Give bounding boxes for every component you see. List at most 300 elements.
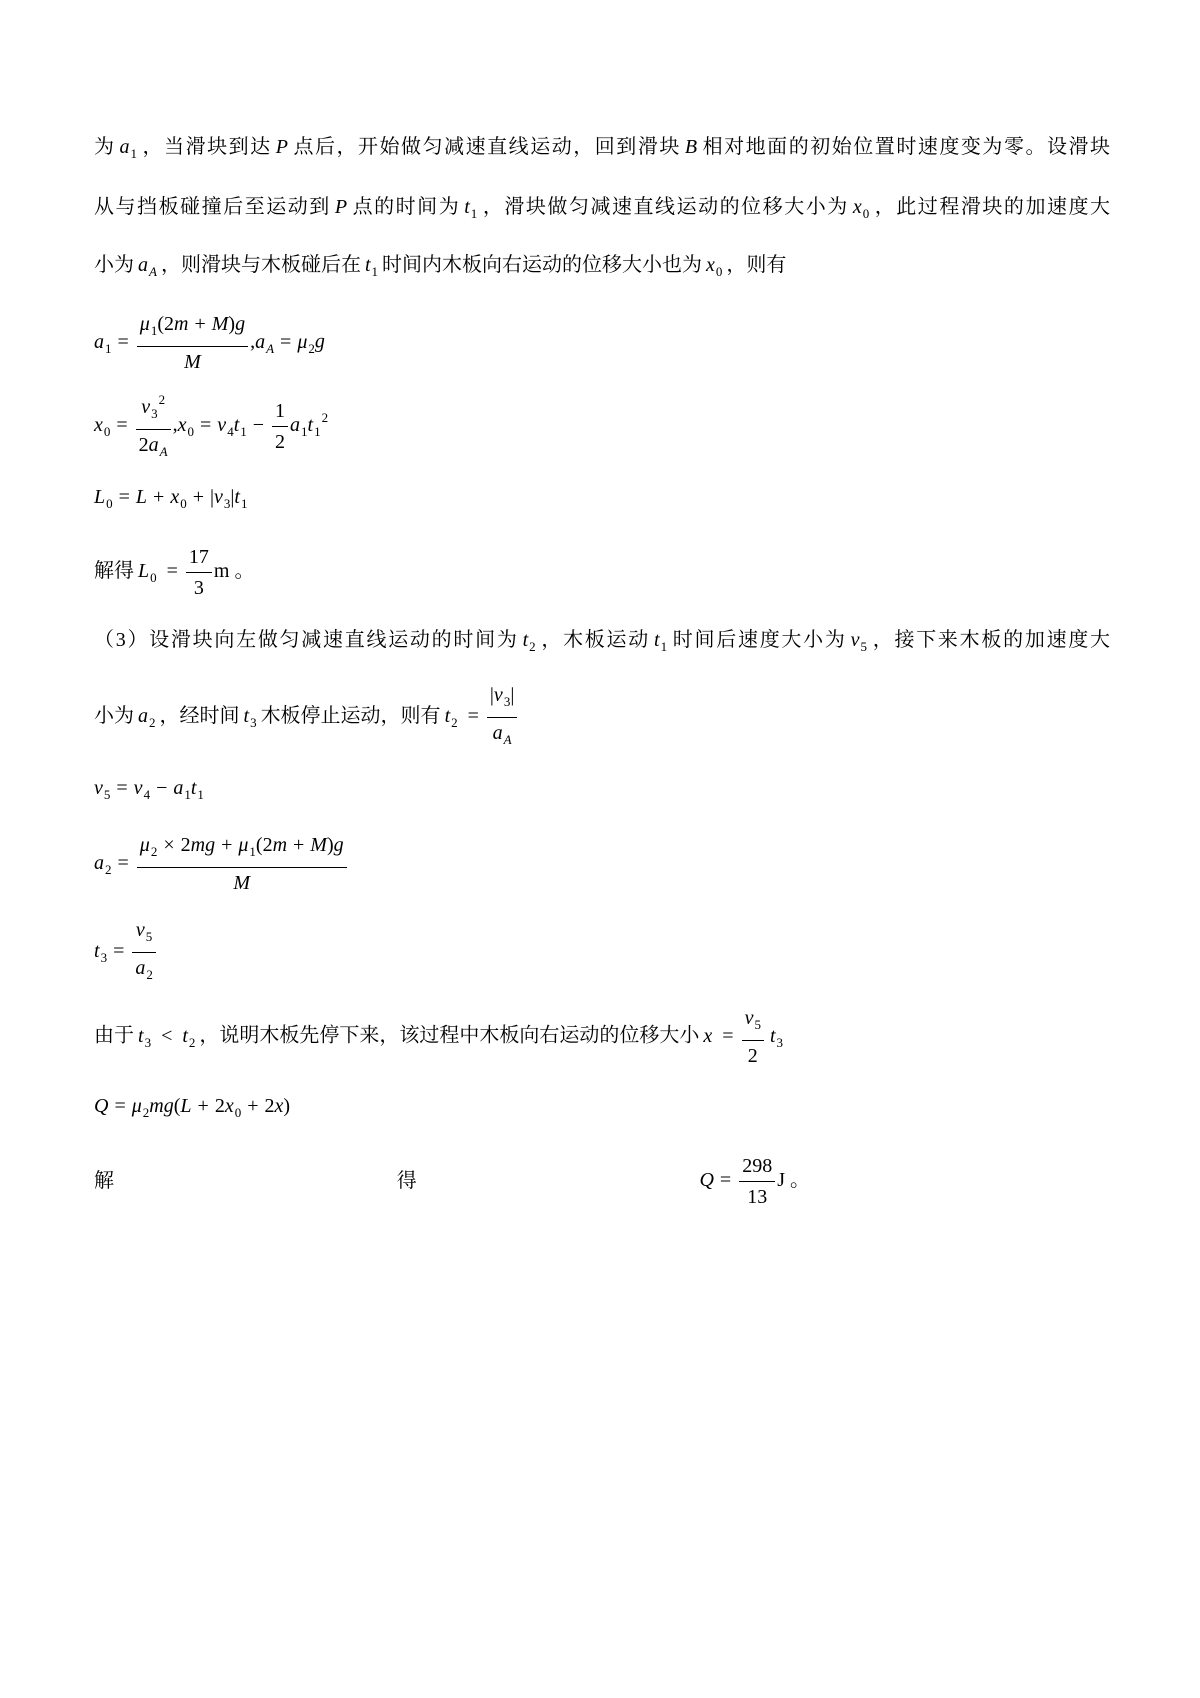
- text-run: 由于: [94, 1024, 134, 1047]
- variable-symbol: t: [190, 776, 197, 799]
- math-variable: [205, 834, 215, 856]
- variable-symbol: a: [148, 434, 159, 456]
- variable-symbol: μ: [131, 1094, 142, 1117]
- math-variable: [139, 834, 158, 859]
- line-segment: [94, 1168, 114, 1194]
- paragraph-line: [94, 236, 786, 300]
- subscript: 5: [145, 928, 153, 944]
- variable-symbol: t: [522, 628, 529, 651]
- math-variable: [493, 683, 511, 709]
- subscript: 2: [142, 1104, 150, 1120]
- text-run: (: [157, 313, 164, 335]
- math-operator: −: [156, 776, 168, 799]
- subscript: 1: [240, 423, 247, 439]
- text-run: 为: [94, 135, 116, 158]
- variable-symbol: M: [233, 872, 251, 894]
- text-run: 3: [193, 576, 204, 599]
- math-variable: [492, 721, 512, 747]
- math-variable: [131, 1094, 150, 1120]
- result-heat: [94, 1149, 810, 1213]
- fraction: [132, 917, 156, 988]
- math-variable: [654, 628, 668, 654]
- line-content: [94, 252, 786, 285]
- line-content: [94, 917, 158, 988]
- math-variable: [138, 704, 156, 730]
- fraction: [136, 387, 171, 465]
- text-run: ): [326, 834, 334, 856]
- math-variable: [335, 196, 347, 218]
- math-variable: [290, 413, 308, 439]
- subscript: 1: [301, 423, 308, 439]
- variable-symbol: t: [243, 704, 250, 727]
- math-operator: =: [113, 939, 125, 962]
- variable-symbol: L: [94, 485, 106, 508]
- fraction-denominator: [742, 1041, 764, 1069]
- variable-symbol: a: [290, 413, 301, 436]
- variable-symbol: a: [94, 330, 104, 353]
- math-variable: [233, 413, 247, 439]
- line-content: [94, 311, 325, 375]
- line-segment: [699, 1153, 810, 1210]
- variable-symbol: t: [94, 939, 100, 962]
- variable-symbol: t: [234, 485, 240, 508]
- fraction: [272, 398, 288, 455]
- variable-symbol: M: [310, 834, 327, 856]
- variable-symbol: x: [177, 413, 187, 436]
- variable-symbol: v: [850, 628, 860, 651]
- subscript: 3: [100, 949, 108, 965]
- fraction: [137, 832, 347, 896]
- variable-symbol: B: [684, 135, 698, 158]
- equation-displacement: [94, 394, 328, 458]
- math-variable: [212, 313, 229, 335]
- superscript: 2: [158, 392, 166, 407]
- text-run: ，接下来木板的加速度大: [871, 628, 1111, 651]
- fraction-numerator: [132, 917, 156, 952]
- math-operator: =: [117, 330, 129, 353]
- variable-symbol: v: [493, 683, 503, 706]
- text-run: ，则滑块与木板碰后在: [160, 253, 361, 276]
- fraction-numerator: [136, 387, 171, 429]
- math-variable: [238, 834, 256, 859]
- text-run: 2: [747, 1045, 758, 1067]
- line-content: [94, 484, 247, 517]
- math-variable: [135, 918, 153, 944]
- paragraph-line: [94, 118, 1110, 182]
- text-run: 13: [747, 1185, 768, 1208]
- math-variable: [307, 409, 329, 439]
- variable-symbol: μ: [238, 834, 249, 856]
- fraction-denominator: [132, 953, 156, 988]
- math-variable: [224, 1094, 242, 1120]
- line-content: [94, 544, 254, 601]
- subscript: 4: [227, 423, 234, 439]
- variable-symbol: v: [217, 413, 227, 436]
- subscript: A: [159, 444, 168, 459]
- subscript: 2: [146, 966, 153, 982]
- subscript: 3: [503, 693, 511, 709]
- math-variable: [255, 330, 275, 356]
- variable-symbol: t: [138, 1024, 144, 1047]
- text-run: 2: [164, 313, 174, 335]
- subscript: 5: [860, 638, 868, 654]
- fraction-denominator: [186, 573, 212, 601]
- line-content: [94, 134, 1110, 167]
- math-variable: [522, 628, 536, 654]
- variable-symbol: t: [307, 413, 314, 436]
- variable-symbol: M: [211, 313, 229, 335]
- text-run: ): [228, 313, 236, 335]
- text-run: |: [510, 683, 515, 706]
- subscript: 4: [143, 786, 151, 802]
- math-variable: [315, 331, 325, 353]
- text-run: ): [283, 1094, 291, 1117]
- variable-symbol: Q: [699, 1168, 714, 1191]
- result-length: [94, 540, 254, 604]
- variable-symbol: x: [274, 1094, 284, 1117]
- variable-symbol: L: [180, 1094, 192, 1117]
- subscript: 2: [529, 638, 536, 654]
- variable-symbol: x: [852, 195, 862, 218]
- variable-symbol: m: [190, 834, 206, 856]
- text-run: 时间后速度大小为: [671, 628, 847, 651]
- text-run: ,: [172, 413, 178, 436]
- variable-symbol: t: [654, 628, 660, 651]
- subscript: 0: [715, 263, 723, 279]
- math-variable: [164, 1095, 174, 1117]
- math-operator: =: [200, 413, 212, 436]
- variable-symbol: t: [444, 704, 451, 727]
- variable-symbol: P: [275, 135, 288, 158]
- variable-symbol: a: [492, 721, 503, 744]
- variable-symbol: g: [235, 313, 246, 335]
- line-content: [94, 1153, 810, 1210]
- text-run: m 。: [213, 559, 255, 582]
- math-variable: [94, 330, 112, 356]
- math-variable: [173, 776, 191, 802]
- math-variable: [139, 313, 158, 338]
- line-content: [94, 1093, 290, 1126]
- math-operator: +: [247, 1094, 259, 1117]
- text-run: ，木板运动: [539, 628, 650, 651]
- text-run: 2: [262, 834, 273, 856]
- variable-symbol: Q: [94, 1094, 109, 1117]
- math-variable: [94, 939, 108, 965]
- text-run: 得: [396, 1170, 417, 1192]
- math-operator: +: [293, 834, 305, 856]
- fraction: [137, 311, 248, 375]
- math-variable: [297, 330, 315, 356]
- variable-symbol: a: [255, 330, 266, 353]
- variable-symbol: v: [141, 396, 151, 418]
- math-variable: [464, 195, 478, 221]
- math-variable: [148, 434, 168, 459]
- math-operator: =: [719, 1168, 732, 1191]
- math-variable: [135, 956, 153, 982]
- variable-symbol: a: [135, 956, 146, 979]
- variable-symbol: v: [744, 1007, 754, 1029]
- math-operator: <: [161, 1024, 173, 1047]
- math-variable: [133, 776, 151, 802]
- paragraph-line: [94, 1005, 787, 1069]
- math-variable: [273, 834, 287, 856]
- math-variable: [136, 486, 147, 508]
- equation-board-acceleration: [94, 832, 349, 896]
- text-run: J 。: [777, 1168, 810, 1191]
- math-variable: [180, 1095, 191, 1117]
- text-run: ，说明木板先停下来，该过程中木板向右运动的位移大小: [199, 1024, 700, 1047]
- math-variable: [852, 195, 870, 221]
- fraction-numerator: [186, 544, 212, 572]
- math-variable: [94, 851, 112, 877]
- subscript: A: [266, 340, 275, 356]
- fraction-denominator: [487, 718, 517, 753]
- math-variable: [138, 559, 157, 585]
- fraction-denominator: [272, 427, 288, 455]
- variable-symbol: g: [314, 330, 325, 353]
- line-content: [94, 682, 519, 753]
- math-variable: [149, 1095, 163, 1117]
- text-run: 解: [94, 1170, 114, 1192]
- math-operator: −: [252, 413, 265, 436]
- subscript: 0: [103, 423, 111, 439]
- math-variable: [706, 253, 723, 279]
- math-operator: =: [117, 851, 129, 874]
- line-content: [94, 1005, 787, 1069]
- subscript: 0: [862, 205, 870, 221]
- variable-symbol: t: [364, 253, 371, 276]
- fraction-numerator: [742, 1005, 764, 1040]
- subscript: 1: [660, 638, 668, 654]
- variable-symbol: x: [224, 1094, 234, 1117]
- variable-symbol: μ: [139, 313, 150, 335]
- variable-symbol: v: [135, 918, 145, 941]
- math-variable: [243, 704, 257, 730]
- text-run: 相对地面的初始位置时速度变为零。设滑块: [701, 135, 1111, 158]
- variable-symbol: L: [135, 485, 148, 508]
- math-operator: +: [221, 834, 233, 856]
- line-content: [94, 194, 1110, 227]
- text-run: (: [173, 1094, 181, 1117]
- text-run: |: [209, 485, 214, 508]
- subscript: 5: [754, 1017, 761, 1032]
- text-run: 1: [275, 399, 286, 422]
- variable-symbol: a: [138, 253, 148, 276]
- equation-acceleration: [94, 311, 325, 375]
- math-variable: [850, 628, 868, 654]
- math-operator: =: [116, 776, 128, 799]
- variable-symbol: g: [205, 834, 216, 856]
- text-run: ，此过程滑块的加速度大: [873, 195, 1111, 218]
- line-content: [94, 832, 349, 896]
- math-variable: [190, 776, 204, 802]
- math-variable: [191, 834, 205, 856]
- variable-symbol: t: [769, 1024, 776, 1047]
- paragraph-line-part-3: [94, 611, 1110, 675]
- text-run: 点后，开始做匀减速直线运动，回到滑块: [291, 135, 681, 158]
- math-operator: +: [197, 1094, 209, 1117]
- subscript: 1: [150, 323, 158, 338]
- equation-length: [94, 468, 247, 532]
- equation-velocity: [94, 759, 204, 823]
- subscript: 2: [149, 714, 156, 730]
- text-run: ，则有: [726, 253, 787, 276]
- subscript: A: [149, 263, 157, 279]
- math-variable: [94, 413, 111, 439]
- variable-symbol: m: [174, 313, 189, 335]
- text-run: ，经时间: [159, 704, 240, 727]
- paragraph-line: [94, 685, 519, 749]
- text-run: ,: [250, 330, 256, 353]
- subscript: 1: [371, 263, 379, 279]
- subscript: 1: [197, 786, 204, 802]
- math-variable: [699, 1169, 713, 1191]
- math-variable: [174, 313, 188, 335]
- variable-symbol: t: [233, 413, 240, 436]
- fraction-numerator: [137, 832, 347, 867]
- fraction: [487, 682, 517, 753]
- math-variable: [310, 834, 327, 856]
- text-run: 2: [180, 834, 191, 856]
- math-variable: [744, 1007, 761, 1032]
- subscript: 1: [130, 145, 138, 161]
- line-content: [94, 387, 328, 465]
- fraction: [742, 1005, 764, 1069]
- variable-symbol: m: [272, 834, 288, 856]
- math-operator: ×: [163, 834, 175, 856]
- line-content: [94, 627, 1110, 660]
- text-run: 解得: [94, 559, 134, 582]
- subscript: 3: [776, 1034, 784, 1050]
- math-variable: [235, 313, 245, 335]
- variable-symbol: v: [133, 776, 143, 799]
- fraction-numerator: [739, 1153, 775, 1181]
- equation-heat: [94, 1077, 290, 1141]
- variable-symbol: x: [94, 413, 103, 436]
- math-operator: +: [192, 485, 204, 508]
- variable-symbol: v: [94, 776, 103, 799]
- variable-symbol: g: [333, 834, 344, 856]
- text-run: |: [230, 485, 235, 508]
- text-run: 2: [275, 430, 286, 453]
- text-run: 2: [214, 1094, 225, 1117]
- text-run: 17: [188, 545, 209, 568]
- subscript: 1: [184, 786, 191, 802]
- math-operator: =: [467, 704, 479, 727]
- text-run: 木板停止运动，则有: [260, 704, 441, 727]
- text-run: |: [489, 683, 494, 706]
- fraction-numerator: [272, 398, 288, 426]
- fraction-denominator: [137, 868, 347, 896]
- subscript: 2: [308, 340, 315, 356]
- variable-symbol: v: [214, 485, 223, 508]
- subscript: 2: [150, 844, 158, 859]
- math-variable: [138, 1024, 152, 1050]
- subscript: 1: [240, 495, 248, 511]
- text-run: （3）设滑块向左做匀减速直线运动的时间为: [94, 628, 519, 651]
- text-run: 298: [742, 1154, 773, 1177]
- variable-symbol: a: [138, 704, 148, 727]
- subscript: 1: [249, 844, 256, 859]
- math-variable: [94, 485, 113, 511]
- variable-symbol: μ: [297, 330, 308, 353]
- math-variable: [444, 704, 458, 730]
- math-variable: [177, 413, 195, 439]
- subscript: 1: [105, 340, 112, 356]
- math-operator: =: [166, 559, 178, 582]
- text-run: 小为: [94, 253, 134, 276]
- math-operator: +: [194, 313, 206, 335]
- math-variable: [769, 1024, 784, 1050]
- math-operator: =: [116, 413, 128, 436]
- line-content: [94, 775, 204, 808]
- math-operator: =: [280, 330, 292, 353]
- subscript: 2: [451, 714, 458, 730]
- fraction-denominator: [136, 430, 171, 465]
- variable-symbol: t: [182, 1024, 188, 1047]
- math-variable: [182, 1024, 196, 1050]
- variable-symbol: a: [119, 135, 130, 158]
- subscript: 3: [250, 714, 257, 730]
- text-run: (: [255, 834, 263, 856]
- math-operator: +: [153, 485, 165, 508]
- variable-symbol: x: [170, 485, 180, 508]
- math-variable: [141, 392, 166, 421]
- math-variable: [234, 485, 248, 511]
- subscript: 2: [188, 1034, 196, 1050]
- math-operator: =: [722, 1024, 734, 1047]
- subscript: 0: [234, 1104, 242, 1120]
- fraction: [739, 1153, 775, 1210]
- text-run: 2: [264, 1094, 275, 1117]
- variable-symbol: g: [163, 1094, 174, 1117]
- subscript: 0: [180, 495, 187, 511]
- fraction-numerator: [487, 682, 517, 717]
- subscript: 5: [103, 786, 111, 802]
- subscript: 0: [106, 495, 113, 511]
- math-variable: [685, 136, 697, 158]
- variable-symbol: x: [706, 253, 715, 276]
- math-variable: [233, 872, 250, 894]
- subscript: 0: [187, 423, 195, 439]
- math-variable: [119, 135, 138, 161]
- math-operator: =: [114, 1094, 126, 1117]
- math-variable: [217, 413, 234, 439]
- text-run: 2: [138, 434, 149, 456]
- text-run: 从与挡板碰撞后至运动到: [94, 195, 331, 218]
- variable-symbol: M: [184, 351, 201, 373]
- math-variable: [94, 1095, 108, 1117]
- math-operator: =: [118, 485, 130, 508]
- math-variable: [334, 834, 344, 856]
- subscript: 1: [314, 423, 321, 439]
- paragraph-line: [94, 178, 1110, 242]
- text-run: ，滑块做匀减速直线运动的位移大小为: [481, 195, 849, 218]
- text-run: 小为: [94, 704, 134, 727]
- subscript: 3: [223, 495, 231, 511]
- superscript: 2: [321, 409, 329, 425]
- math-variable: [138, 253, 157, 279]
- variable-symbol: a: [173, 776, 184, 799]
- variable-symbol: x: [703, 1024, 713, 1047]
- variable-symbol: t: [464, 195, 470, 218]
- math-variable: [214, 485, 231, 511]
- variable-symbol: L: [138, 559, 150, 582]
- fraction: [186, 544, 212, 601]
- subscript: 3: [151, 406, 158, 421]
- math-variable: [276, 136, 288, 158]
- math-variable: [364, 253, 379, 279]
